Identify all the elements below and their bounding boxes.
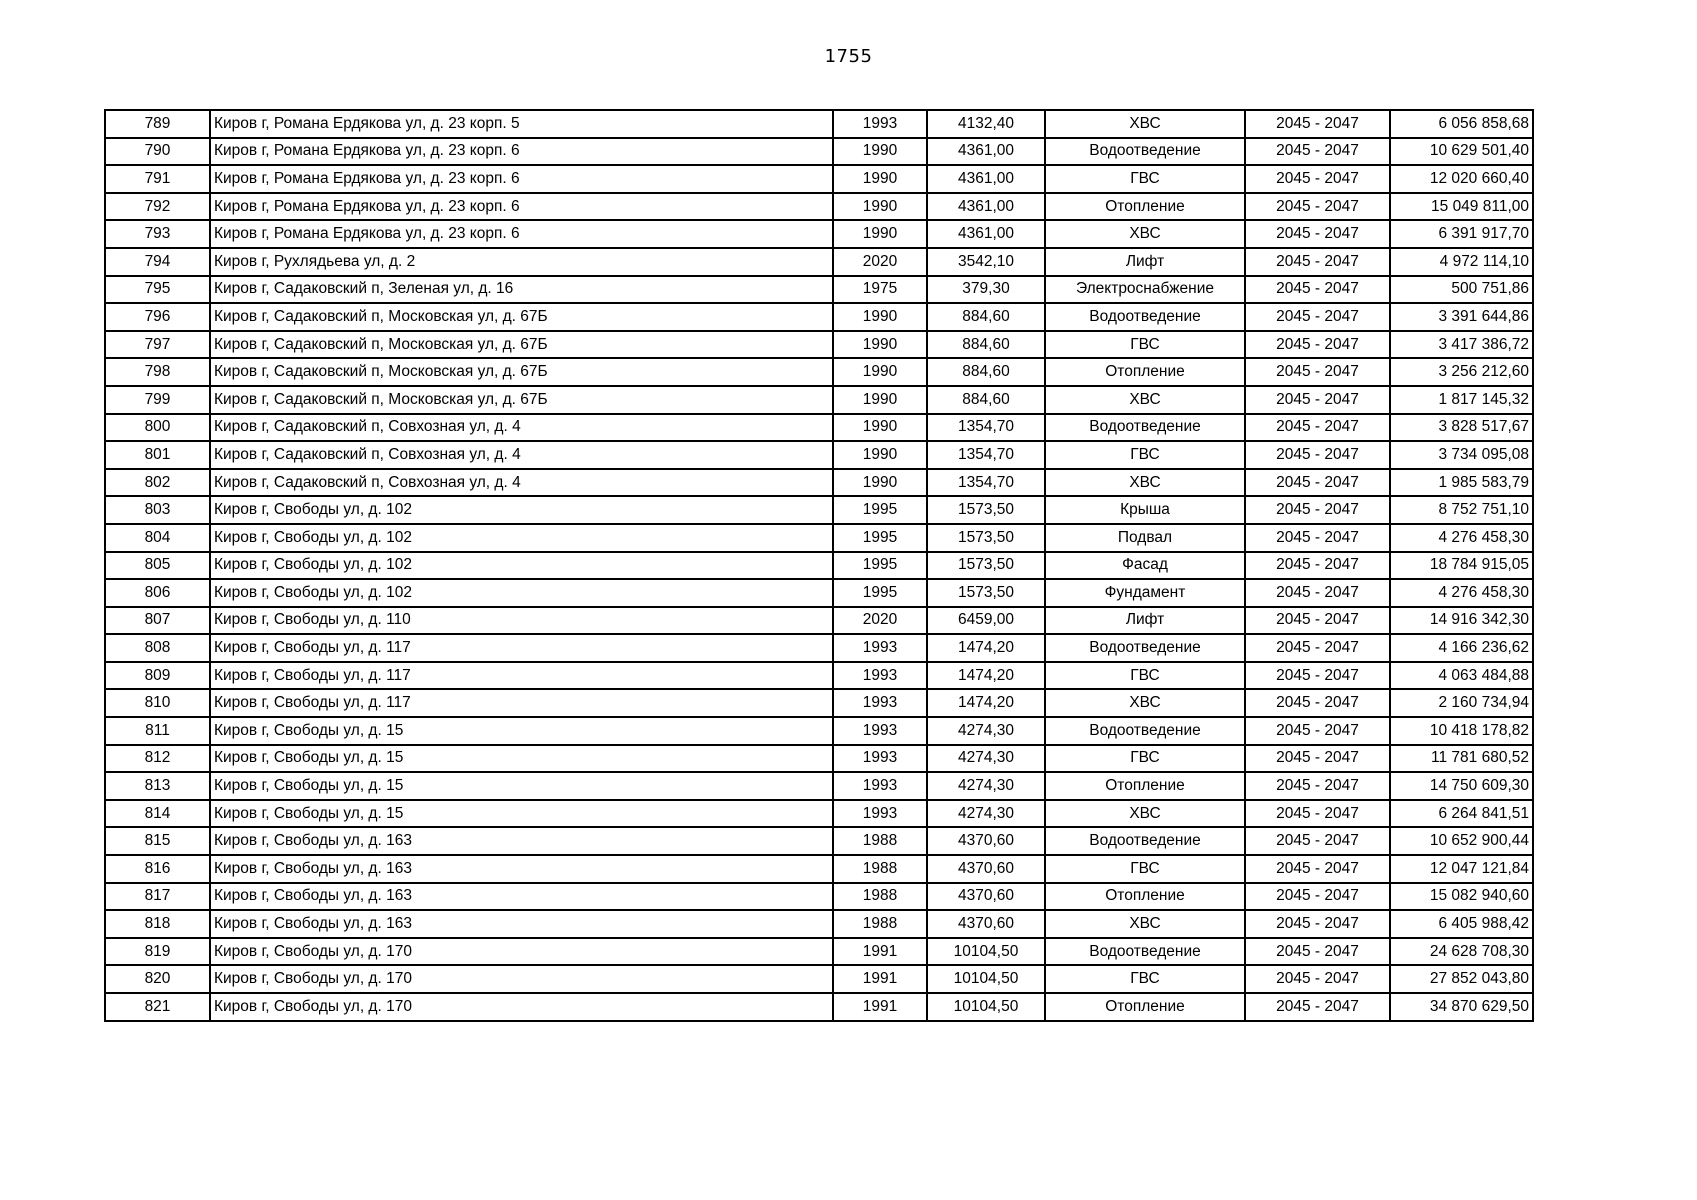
table-row — [105, 358, 1533, 386]
table-row — [105, 827, 1533, 855]
period-cell: 2045 - 2047 — [1245, 607, 1390, 635]
cost-cell: 15 082 940,60 — [1390, 883, 1533, 911]
period-cell: 2045 - 2047 — [1245, 303, 1390, 331]
area-cell: 884,60 — [927, 303, 1045, 331]
table-row — [105, 276, 1533, 304]
area-cell: 884,60 — [927, 358, 1045, 386]
period-cell: 2045 - 2047 — [1245, 193, 1390, 221]
work-type-cell: Лифт — [1045, 607, 1245, 635]
area-cell: 6459,00 — [927, 607, 1045, 635]
row-number-cell: 811 — [105, 717, 210, 745]
table-row — [105, 579, 1533, 607]
year-cell: 1988 — [833, 883, 927, 911]
period-cell: 2045 - 2047 — [1245, 331, 1390, 359]
year-cell: 1993 — [833, 662, 927, 690]
work-type-cell: ХВС — [1045, 386, 1245, 414]
row-number-cell: 806 — [105, 579, 210, 607]
cost-cell: 1 985 583,79 — [1390, 469, 1533, 497]
year-cell: 1993 — [833, 634, 927, 662]
year-cell: 1995 — [833, 579, 927, 607]
address-cell: Киров г, Садаковский п, Московская ул, д. 67Б — [210, 358, 833, 386]
period-cell: 2045 - 2047 — [1245, 110, 1390, 138]
period-cell: 2045 - 2047 — [1245, 938, 1390, 966]
address-cell: Киров г, Свободы ул, д. 170 — [210, 938, 833, 966]
cost-cell: 27 852 043,80 — [1390, 965, 1533, 993]
area-cell: 3542,10 — [927, 248, 1045, 276]
work-type-cell: Водоотведение — [1045, 303, 1245, 331]
row-number-cell: 809 — [105, 662, 210, 690]
year-cell: 1993 — [833, 717, 927, 745]
cost-cell: 6 264 841,51 — [1390, 800, 1533, 828]
work-type-cell: Водоотведение — [1045, 414, 1245, 442]
work-type-cell: Отопление — [1045, 772, 1245, 800]
address-cell: Киров г, Свободы ул, д. 170 — [210, 993, 833, 1021]
period-cell: 2045 - 2047 — [1245, 276, 1390, 304]
period-cell: 2045 - 2047 — [1245, 772, 1390, 800]
row-number-cell: 807 — [105, 607, 210, 635]
row-number-cell: 805 — [105, 552, 210, 580]
period-cell: 2045 - 2047 — [1245, 965, 1390, 993]
work-type-cell: ГВС — [1045, 965, 1245, 993]
table-row — [105, 441, 1533, 469]
row-number-cell: 814 — [105, 800, 210, 828]
year-cell: 1993 — [833, 110, 927, 138]
area-cell: 10104,50 — [927, 993, 1045, 1021]
row-number-cell: 817 — [105, 883, 210, 911]
address-cell: Киров г, Свободы ул, д. 15 — [210, 772, 833, 800]
cost-cell: 3 828 517,67 — [1390, 414, 1533, 442]
period-cell: 2045 - 2047 — [1245, 248, 1390, 276]
address-cell: Киров г, Свободы ул, д. 170 — [210, 965, 833, 993]
year-cell: 1990 — [833, 386, 927, 414]
area-cell: 4274,30 — [927, 800, 1045, 828]
address-cell: Киров г, Свободы ул, д. 15 — [210, 800, 833, 828]
year-cell: 1990 — [833, 414, 927, 442]
cost-cell: 14 750 609,30 — [1390, 772, 1533, 800]
row-number-cell: 801 — [105, 441, 210, 469]
address-cell: Киров г, Романа Ердякова ул, д. 23 корп. 6 — [210, 220, 833, 248]
work-type-cell: ГВС — [1045, 331, 1245, 359]
address-cell: Киров г, Свободы ул, д. 110 — [210, 607, 833, 635]
cost-cell: 15 049 811,00 — [1390, 193, 1533, 221]
row-number-cell: 813 — [105, 772, 210, 800]
work-type-cell: Отопление — [1045, 993, 1245, 1021]
registry-table-body — [105, 110, 1533, 1021]
area-cell: 4370,60 — [927, 827, 1045, 855]
work-type-cell: Отопление — [1045, 358, 1245, 386]
cost-cell: 34 870 629,50 — [1390, 993, 1533, 1021]
work-type-cell: ХВС — [1045, 469, 1245, 497]
period-cell: 2045 - 2047 — [1245, 717, 1390, 745]
table-row — [105, 993, 1533, 1021]
area-cell: 1573,50 — [927, 579, 1045, 607]
row-number-cell: 802 — [105, 469, 210, 497]
year-cell: 1988 — [833, 855, 927, 883]
row-number-cell: 810 — [105, 689, 210, 717]
cost-cell: 12 047 121,84 — [1390, 855, 1533, 883]
row-number-cell: 821 — [105, 993, 210, 1021]
cost-cell: 2 160 734,94 — [1390, 689, 1533, 717]
cost-cell: 6 405 988,42 — [1390, 910, 1533, 938]
address-cell: Киров г, Свободы ул, д. 15 — [210, 745, 833, 773]
row-number-cell: 812 — [105, 745, 210, 773]
work-type-cell: ГВС — [1045, 662, 1245, 690]
address-cell: Киров г, Садаковский п, Московская ул, д. 67Б — [210, 303, 833, 331]
work-type-cell: Электроснабжение — [1045, 276, 1245, 304]
period-cell: 2045 - 2047 — [1245, 220, 1390, 248]
work-type-cell: Водоотведение — [1045, 827, 1245, 855]
year-cell: 1993 — [833, 800, 927, 828]
address-cell: Киров г, Свободы ул, д. 102 — [210, 524, 833, 552]
period-cell: 2045 - 2047 — [1245, 855, 1390, 883]
year-cell: 1995 — [833, 552, 927, 580]
area-cell: 1474,20 — [927, 689, 1045, 717]
cost-cell: 11 781 680,52 — [1390, 745, 1533, 773]
table-row — [105, 496, 1533, 524]
area-cell: 1474,20 — [927, 662, 1045, 690]
cost-cell: 10 418 178,82 — [1390, 717, 1533, 745]
table-row — [105, 855, 1533, 883]
address-cell: Киров г, Свободы ул, д. 163 — [210, 910, 833, 938]
period-cell: 2045 - 2047 — [1245, 386, 1390, 414]
address-cell: Киров г, Свободы ул, д. 102 — [210, 579, 833, 607]
address-cell: Киров г, Садаковский п, Московская ул, д. 67Б — [210, 331, 833, 359]
table-row — [105, 248, 1533, 276]
table-row — [105, 634, 1533, 662]
cost-cell: 10 629 501,40 — [1390, 138, 1533, 166]
table-row — [105, 607, 1533, 635]
year-cell: 1990 — [833, 220, 927, 248]
year-cell: 1988 — [833, 910, 927, 938]
work-type-cell: Водоотведение — [1045, 138, 1245, 166]
period-cell: 2045 - 2047 — [1245, 524, 1390, 552]
cost-cell: 8 752 751,10 — [1390, 496, 1533, 524]
work-type-cell: Лифт — [1045, 248, 1245, 276]
table-row — [105, 469, 1533, 497]
cost-cell: 4 972 114,10 — [1390, 248, 1533, 276]
year-cell: 1975 — [833, 276, 927, 304]
address-cell: Киров г, Рухлядьева ул, д. 2 — [210, 248, 833, 276]
area-cell: 1354,70 — [927, 441, 1045, 469]
area-cell: 10104,50 — [927, 938, 1045, 966]
table-row — [105, 414, 1533, 442]
row-number-cell: 804 — [105, 524, 210, 552]
area-cell: 4361,00 — [927, 138, 1045, 166]
table-row — [105, 965, 1533, 993]
table-row — [105, 552, 1533, 580]
row-number-cell: 800 — [105, 414, 210, 442]
year-cell: 1991 — [833, 993, 927, 1021]
year-cell: 1990 — [833, 138, 927, 166]
period-cell: 2045 - 2047 — [1245, 883, 1390, 911]
address-cell: Киров г, Садаковский п, Зеленая ул, д. 16 — [210, 276, 833, 304]
table-row — [105, 303, 1533, 331]
row-number-cell: 793 — [105, 220, 210, 248]
table-row — [105, 331, 1533, 359]
period-cell: 2045 - 2047 — [1245, 993, 1390, 1021]
area-cell: 884,60 — [927, 331, 1045, 359]
row-number-cell: 820 — [105, 965, 210, 993]
period-cell: 2045 - 2047 — [1245, 689, 1390, 717]
row-number-cell: 796 — [105, 303, 210, 331]
cost-cell: 3 391 644,86 — [1390, 303, 1533, 331]
year-cell: 2020 — [833, 248, 927, 276]
year-cell: 2020 — [833, 607, 927, 635]
cost-cell: 1 817 145,32 — [1390, 386, 1533, 414]
period-cell: 2045 - 2047 — [1245, 441, 1390, 469]
table-row — [105, 689, 1533, 717]
cost-cell: 14 916 342,30 — [1390, 607, 1533, 635]
cost-cell: 500 751,86 — [1390, 276, 1533, 304]
area-cell: 4274,30 — [927, 772, 1045, 800]
area-cell: 4361,00 — [927, 220, 1045, 248]
table-row — [105, 138, 1533, 166]
work-type-cell: ХВС — [1045, 910, 1245, 938]
row-number-cell: 798 — [105, 358, 210, 386]
address-cell: Киров г, Романа Ердякова ул, д. 23 корп. 6 — [210, 193, 833, 221]
work-type-cell: ХВС — [1045, 800, 1245, 828]
period-cell: 2045 - 2047 — [1245, 496, 1390, 524]
work-type-cell: Водоотведение — [1045, 634, 1245, 662]
area-cell: 1474,20 — [927, 634, 1045, 662]
table-row — [105, 110, 1533, 138]
year-cell: 1990 — [833, 331, 927, 359]
year-cell: 1993 — [833, 689, 927, 717]
area-cell: 1354,70 — [927, 414, 1045, 442]
address-cell: Киров г, Свободы ул, д. 117 — [210, 689, 833, 717]
cost-cell: 6 056 858,68 — [1390, 110, 1533, 138]
table-row — [105, 800, 1533, 828]
table-row — [105, 717, 1533, 745]
row-number-cell: 808 — [105, 634, 210, 662]
cost-cell: 3 256 212,60 — [1390, 358, 1533, 386]
area-cell: 4274,30 — [927, 717, 1045, 745]
address-cell: Киров г, Романа Ердякова ул, д. 23 корп. 6 — [210, 165, 833, 193]
work-type-cell: Водоотведение — [1045, 717, 1245, 745]
area-cell: 4370,60 — [927, 910, 1045, 938]
area-cell: 4132,40 — [927, 110, 1045, 138]
table-row — [105, 662, 1533, 690]
work-type-cell: Подвал — [1045, 524, 1245, 552]
period-cell: 2045 - 2047 — [1245, 745, 1390, 773]
work-type-cell: Крыша — [1045, 496, 1245, 524]
cost-cell: 4 276 458,30 — [1390, 524, 1533, 552]
row-number-cell: 816 — [105, 855, 210, 883]
row-number-cell: 792 — [105, 193, 210, 221]
area-cell: 4370,60 — [927, 883, 1045, 911]
area-cell: 1354,70 — [927, 469, 1045, 497]
row-number-cell: 795 — [105, 276, 210, 304]
registry-table — [104, 109, 1534, 1022]
year-cell: 1991 — [833, 965, 927, 993]
period-cell: 2045 - 2047 — [1245, 165, 1390, 193]
cost-cell: 3 417 386,72 — [1390, 331, 1533, 359]
year-cell: 1990 — [833, 358, 927, 386]
period-cell: 2045 - 2047 — [1245, 579, 1390, 607]
year-cell: 1993 — [833, 745, 927, 773]
year-cell: 1990 — [833, 441, 927, 469]
work-type-cell: Отопление — [1045, 883, 1245, 911]
address-cell: Киров г, Садаковский п, Московская ул, д. 67Б — [210, 386, 833, 414]
year-cell: 1990 — [833, 469, 927, 497]
address-cell: Киров г, Свободы ул, д. 102 — [210, 552, 833, 580]
work-type-cell: ХВС — [1045, 689, 1245, 717]
cost-cell: 3 734 095,08 — [1390, 441, 1533, 469]
cost-cell: 10 652 900,44 — [1390, 827, 1533, 855]
cost-cell: 24 628 708,30 — [1390, 938, 1533, 966]
address-cell: Киров г, Свободы ул, д. 163 — [210, 883, 833, 911]
address-cell: Киров г, Свободы ул, д. 15 — [210, 717, 833, 745]
period-cell: 2045 - 2047 — [1245, 469, 1390, 497]
row-number-cell: 799 — [105, 386, 210, 414]
row-number-cell: 819 — [105, 938, 210, 966]
area-cell: 4370,60 — [927, 855, 1045, 883]
address-cell: Киров г, Свободы ул, д. 163 — [210, 855, 833, 883]
work-type-cell: ГВС — [1045, 165, 1245, 193]
address-cell: Киров г, Свободы ул, д. 163 — [210, 827, 833, 855]
cost-cell: 4 063 484,88 — [1390, 662, 1533, 690]
area-cell: 379,30 — [927, 276, 1045, 304]
work-type-cell: Водоотведение — [1045, 938, 1245, 966]
table-row — [105, 883, 1533, 911]
work-type-cell: ГВС — [1045, 441, 1245, 469]
table-row — [105, 386, 1533, 414]
work-type-cell: Фундамент — [1045, 579, 1245, 607]
year-cell: 1990 — [833, 165, 927, 193]
address-cell: Киров г, Романа Ердякова ул, д. 23 корп. 6 — [210, 138, 833, 166]
address-cell: Киров г, Садаковский п, Совхозная ул, д. 4 — [210, 441, 833, 469]
table-row — [105, 524, 1533, 552]
area-cell: 1573,50 — [927, 552, 1045, 580]
table-row — [105, 220, 1533, 248]
address-cell: Киров г, Свободы ул, д. 117 — [210, 634, 833, 662]
period-cell: 2045 - 2047 — [1245, 358, 1390, 386]
table-row — [105, 938, 1533, 966]
period-cell: 2045 - 2047 — [1245, 138, 1390, 166]
work-type-cell: ХВС — [1045, 220, 1245, 248]
row-number-cell: 794 — [105, 248, 210, 276]
work-type-cell: Отопление — [1045, 193, 1245, 221]
table-row — [105, 745, 1533, 773]
address-cell: Киров г, Романа Ердякова ул, д. 23 корп. 5 — [210, 110, 833, 138]
page-number: 1755 — [824, 46, 873, 67]
year-cell: 1990 — [833, 193, 927, 221]
period-cell: 2045 - 2047 — [1245, 662, 1390, 690]
cost-cell: 18 784 915,05 — [1390, 552, 1533, 580]
cost-cell: 4 276 458,30 — [1390, 579, 1533, 607]
year-cell: 1990 — [833, 303, 927, 331]
area-cell: 1573,50 — [927, 496, 1045, 524]
cost-cell: 6 391 917,70 — [1390, 220, 1533, 248]
address-cell: Киров г, Свободы ул, д. 117 — [210, 662, 833, 690]
year-cell: 1993 — [833, 772, 927, 800]
year-cell: 1988 — [833, 827, 927, 855]
period-cell: 2045 - 2047 — [1245, 552, 1390, 580]
row-number-cell: 790 — [105, 138, 210, 166]
area-cell: 4274,30 — [927, 745, 1045, 773]
address-cell: Киров г, Садаковский п, Совхозная ул, д. 4 — [210, 469, 833, 497]
table-row — [105, 193, 1533, 221]
area-cell: 4361,00 — [927, 193, 1045, 221]
period-cell: 2045 - 2047 — [1245, 910, 1390, 938]
period-cell: 2045 - 2047 — [1245, 827, 1390, 855]
row-number-cell: 803 — [105, 496, 210, 524]
year-cell: 1995 — [833, 496, 927, 524]
area-cell: 10104,50 — [927, 965, 1045, 993]
period-cell: 2045 - 2047 — [1245, 634, 1390, 662]
cost-cell: 12 020 660,40 — [1390, 165, 1533, 193]
address-cell: Киров г, Свободы ул, д. 102 — [210, 496, 833, 524]
year-cell: 1995 — [833, 524, 927, 552]
row-number-cell: 791 — [105, 165, 210, 193]
area-cell: 1573,50 — [927, 524, 1045, 552]
area-cell: 884,60 — [927, 386, 1045, 414]
period-cell: 2045 - 2047 — [1245, 800, 1390, 828]
row-number-cell: 818 — [105, 910, 210, 938]
row-number-cell: 815 — [105, 827, 210, 855]
work-type-cell: ХВС — [1045, 110, 1245, 138]
work-type-cell: Фасад — [1045, 552, 1245, 580]
address-cell: Киров г, Садаковский п, Совхозная ул, д. 4 — [210, 414, 833, 442]
work-type-cell: ГВС — [1045, 855, 1245, 883]
area-cell: 4361,00 — [927, 165, 1045, 193]
row-number-cell: 789 — [105, 110, 210, 138]
table-row — [105, 910, 1533, 938]
year-cell: 1991 — [833, 938, 927, 966]
period-cell: 2045 - 2047 — [1245, 414, 1390, 442]
cost-cell: 4 166 236,62 — [1390, 634, 1533, 662]
row-number-cell: 797 — [105, 331, 210, 359]
work-type-cell: ГВС — [1045, 745, 1245, 773]
table-row — [105, 165, 1533, 193]
table-row — [105, 772, 1533, 800]
